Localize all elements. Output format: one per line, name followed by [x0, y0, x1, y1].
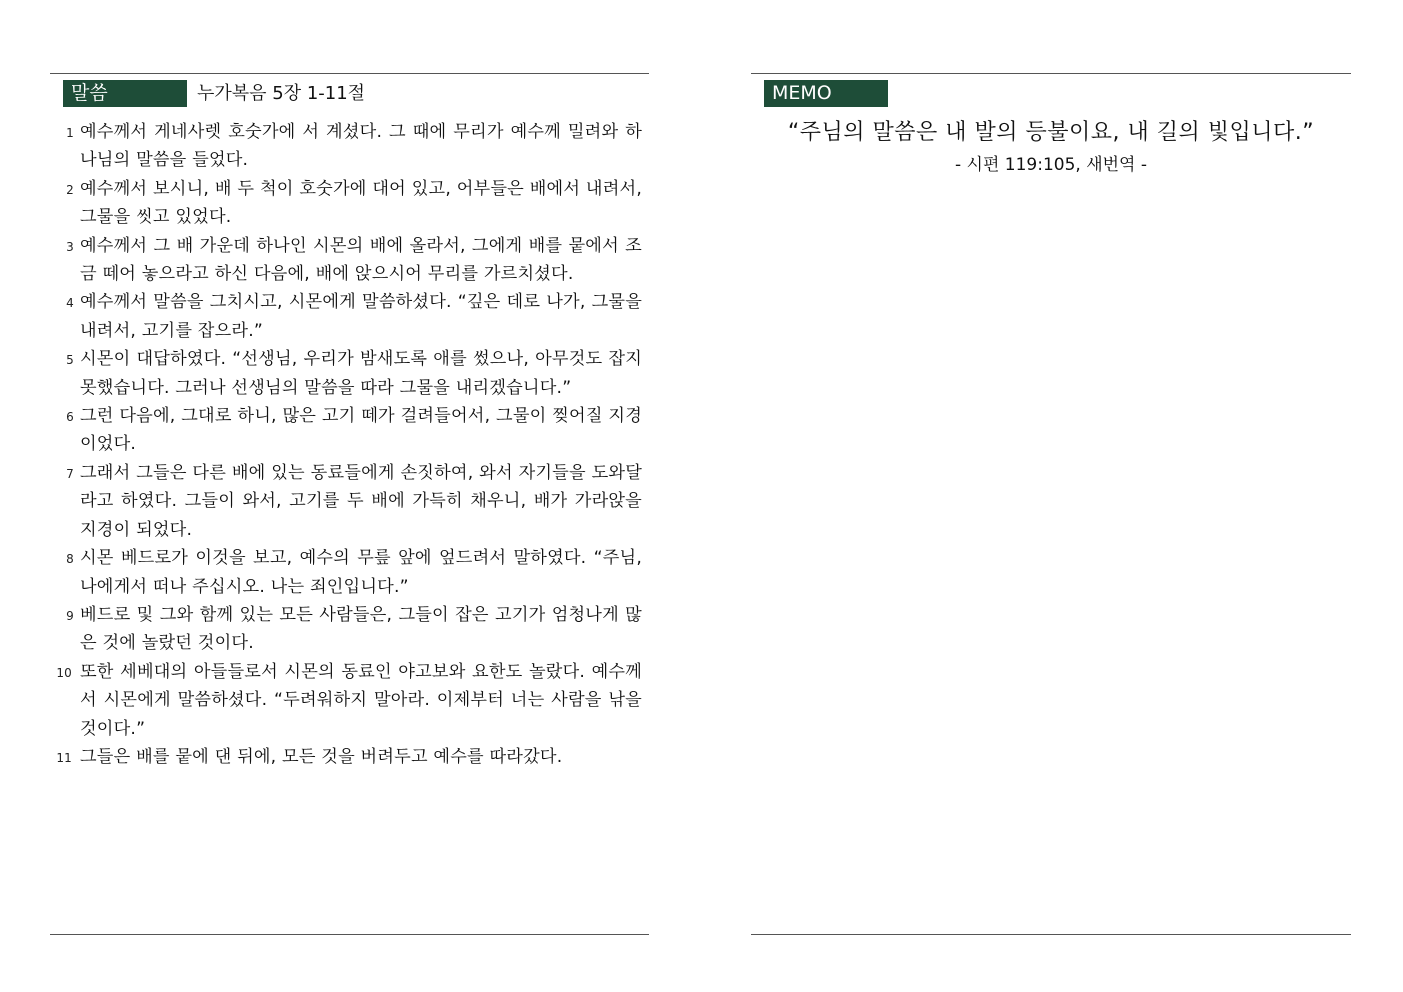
verse-11: [58, 743, 642, 771]
verse-number: 8: [66, 552, 74, 567]
verse-text: 또한 세베대의 아들들로서 시몬의 동료인 야고보와 요한도 놀랐다. 예수께서 시몬에게 말씀하셨다. “두려워하지 말아라. 이제부터 너는 사람을 낚을 것이다.”: [80, 661, 642, 739]
verse-number: 4: [66, 296, 74, 311]
verse-6: [58, 402, 642, 459]
bottom-divider: [50, 934, 649, 935]
top-divider: [50, 73, 649, 74]
verse-text: 시몬 베드로가 이것을 보고, 예수의 무릎 앞에 엎드려서 말하였다. “주님, 나에게서 떠나 주십시오. 나는 죄인입니다.”: [80, 548, 642, 597]
verse-text: 그래서 그들은 다른 배에 있는 동료들에게 손짓하여, 와서 자기들을 도와달라고 하였다. 그들이 와서, 고기를 두 배에 가득히 채우니, 배가 가라앉을 지경이 되었다.: [80, 462, 642, 540]
scripture-label: 말씀: [63, 80, 187, 107]
scripture-header: [63, 80, 365, 107]
verse-number: 10: [56, 665, 72, 680]
bottom-divider: [751, 934, 1351, 935]
verse-10: [58, 658, 642, 743]
memo-label: MEMO: [764, 80, 888, 107]
verse-number: 2: [66, 182, 74, 197]
verse-4: [58, 288, 642, 345]
memo-quote: “주님의 말씀은 내 발의 등불이요, 내 길의 빛입니다.”: [787, 120, 1315, 145]
verse-text: 예수께서 그 배 가운데 하나인 시몬의 배에 올라서, 그에게 배를 뭍에서 조금 떼어 놓으라고 하신 다음에, 배에 앉으시어 무리를 가르치셨다.: [80, 235, 642, 285]
verse-text: 예수께서 게네사렛 호숫가에 서 계셨다. 그 때에 무리가 예수께 밀려와 하나님의 말씀을 들었다.: [80, 122, 642, 171]
top-divider: [751, 73, 1351, 74]
verse-8: [58, 544, 642, 601]
verse-1: [58, 118, 642, 175]
verse-text: 예수께서 말씀을 그치시고, 시몬에게 말씀하셨다. “깊은 데로 나가, 그물을 내려서, 고기를 잡으라.”: [80, 292, 642, 341]
verse-7: [58, 459, 642, 544]
verse-number: 9: [66, 608, 74, 623]
scripture-reference: 누가복음 5장 1-11절: [197, 83, 366, 104]
verse-number: 5: [66, 353, 74, 368]
verse-9: [58, 601, 642, 658]
verse-number: 1: [66, 126, 74, 140]
verse-text: 예수께서 보시니, 배 두 척이 호숫가에 대어 있고, 어부들은 배에서 내려서, 그물을 씻고 있었다.: [80, 178, 642, 228]
verse-text: 베드로 및 그와 함께 있는 모든 사람들은, 그들이 잡은 고기가 엄청나게 많은 것에 놀랐던 것이다.: [80, 604, 642, 654]
verse-number: 6: [66, 410, 74, 425]
memo-source: - 시편 119:105, 새번역 -: [954, 155, 1148, 175]
right-page: [751, 0, 1351, 992]
verse-text: 그런 다음에, 그대로 하니, 많은 고기 떼가 걸려들어서, 그물이 찢어질 지경이었다.: [80, 406, 642, 455]
verse-2: [58, 175, 642, 232]
verse-3: [58, 232, 642, 289]
verse-number: 11: [56, 750, 72, 765]
verse-text: 시몬이 대답하였다. “선생님, 우리가 밤새도록 애를 썼으나, 아무것도 잡지 못했습니다. 그러나 선생님의 말씀을 따라 그물을 내리겠습니다.”: [80, 349, 642, 398]
verse-number: 7: [66, 466, 74, 481]
memo-header: [764, 80, 888, 107]
left-page: [50, 0, 649, 992]
verse-text: 그들은 배를 뭍에 댄 뒤에, 모든 것을 버려두고 예수를 따라갔다.: [80, 746, 563, 767]
verse-number: 3: [66, 239, 74, 254]
verse-5: [58, 345, 642, 402]
verse-list: [58, 118, 642, 771]
